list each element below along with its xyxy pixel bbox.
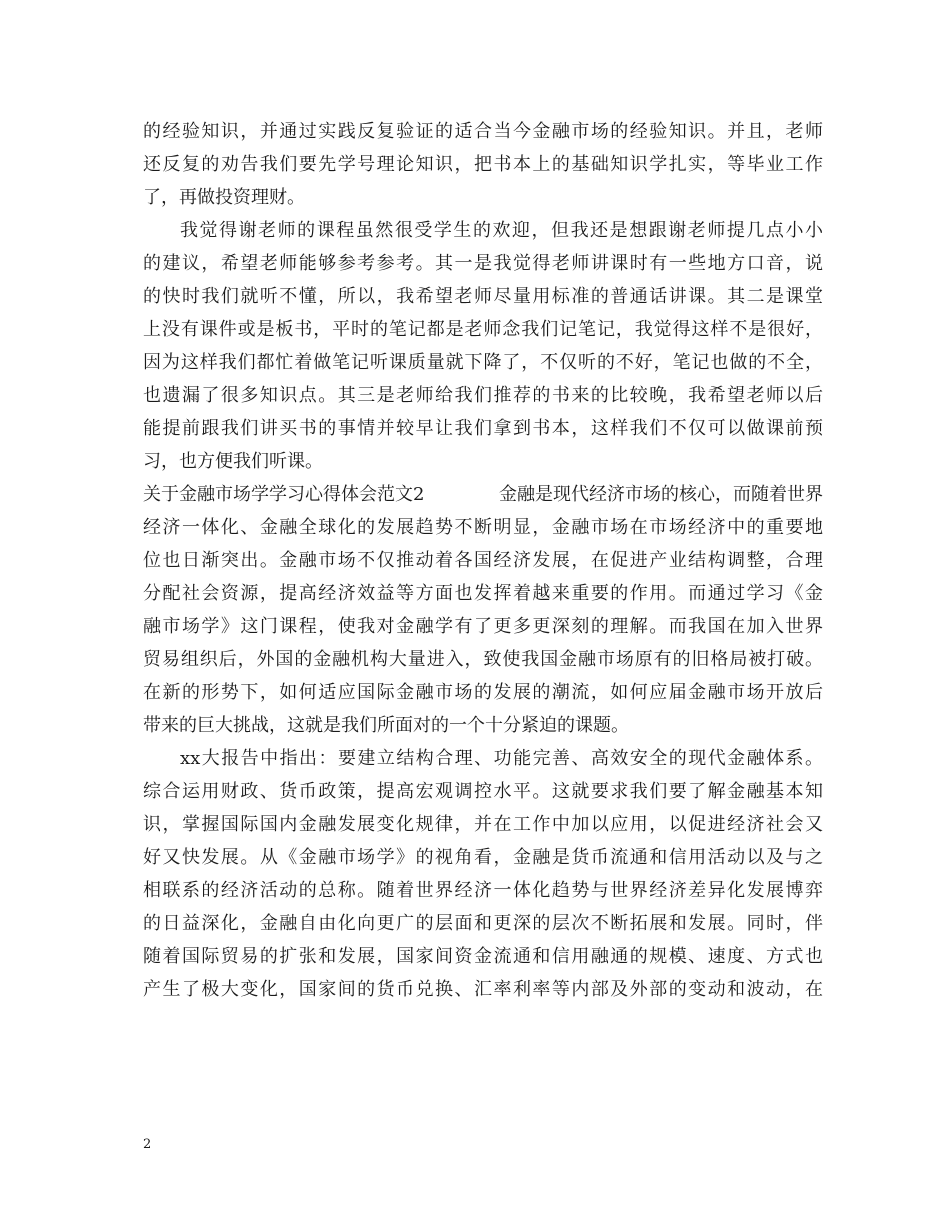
body-text-line: 经济一体化、金融全球化的发展趋势不断明显，金融市场在市场经济中的重要地: [143, 517, 823, 538]
body-text-line: 的建议，希望老师能够参考参考。其一是我觉得老师讲课时有一些地方口音，说: [143, 253, 823, 274]
body-text-line: 识，掌握国际国内金融发展变化规律，并在工作中加以应用，以促进经济社会又: [143, 814, 823, 835]
body-text-line: 在新的形势下，如何适应国际金融市场的发展的潮流，如何应届金融市场开放后: [143, 682, 823, 703]
body-text-line: 的日益深化，金融自由化向更广的层面和更深的层次不断拓展和发展。同时，伴: [143, 913, 823, 934]
body-text-line: 好又快发展。从《金融市场学》的视角看，金融是货币流通和信用活动以及与之: [143, 847, 823, 868]
body-text-line: 的快时我们就听不懂，所以，我希望老师尽量用标准的普通话讲课。其二是课堂: [143, 286, 823, 307]
body-text-line: 融市场学》这门课程，使我对金融学有了更多更深刻的理解。而我国在加入世界: [143, 616, 823, 637]
body-text-line: 分配社会资源，提高经济效益等方面也发挥着越来重要的作用。而通过学习《金: [143, 583, 823, 604]
body-text-line: 随着国际贸易的扩张和发展，国家间资金流通和信用融通的规模、速度、方式也: [143, 946, 823, 967]
section-title: 关于金融市场学学习心得体会范文2: [143, 484, 425, 505]
body-text-line: 贸易组织后，外国的金融机构大量进入，致使我国金融市场原有的旧格局被打破。: [143, 649, 823, 670]
body-text-line: 位也日渐突出。金融市场不仅推动着各国经济发展，在促进产业结构调整，合理: [143, 550, 823, 571]
body-text-line: 相联系的经济活动的总称。随着世界经济一体化趋势与世界经济差异化发展博弈: [143, 880, 823, 901]
section-heading-line: [143, 478, 823, 511]
body-text-line: 习，也方便我们听课。: [143, 451, 323, 472]
body-text-line: 还反复的劝告我们要先学号理论知识，把书本上的基础知识学扎实，等毕业工作: [143, 154, 823, 175]
body-text-line: 了，再做投资理财。: [143, 187, 305, 208]
body-text-line: 上没有课件或是板书，平时的笔记都是老师念我们记笔记，我觉得这样不是很好，: [143, 319, 823, 340]
body-text-line: 我觉得谢老师的课程虽然很受学生的欢迎，但我还是想跟谢老师提几点小小: [180, 220, 823, 241]
body-text-line: 能提前跟我们讲买书的事情并较早让我们拿到书本，这样我们不仅可以做课前预: [143, 418, 823, 439]
body-text-line: 的经验知识，并通过实践反复验证的适合当今金融市场的经验知识。并且，老师: [143, 121, 823, 142]
page-number: 2: [143, 1137, 152, 1152]
body-text-line: 带来的巨大挑战，这就是我们所面对的一个十分紧迫的课题。: [143, 715, 629, 736]
section-lead-text: 金融是现代经济市场的核心，而随着世界: [499, 484, 823, 505]
body-text-line: 因为这样我们都忙着做笔记听课质量就下降了，不仅听的不好，笔记也做的不全，: [143, 352, 823, 373]
body-text-line: 产生了极大变化，国家间的货币兑换、汇率利率等内部及外部的变动和波动，在: [143, 979, 823, 1000]
body-text-line: 综合运用财政、货币政策，提高宏观调控水平。这就要求我们要了解金融基本知: [143, 781, 823, 802]
body-text-line: 也遗漏了很多知识点。其三是老师给我们推荐的书来的比较晚，我希望老师以后: [143, 385, 823, 406]
body-text-line: xx大报告中指出：要建立结构合理、功能完善、高效安全的现代金融体系。: [180, 748, 823, 769]
document-body: [143, 115, 823, 1006]
